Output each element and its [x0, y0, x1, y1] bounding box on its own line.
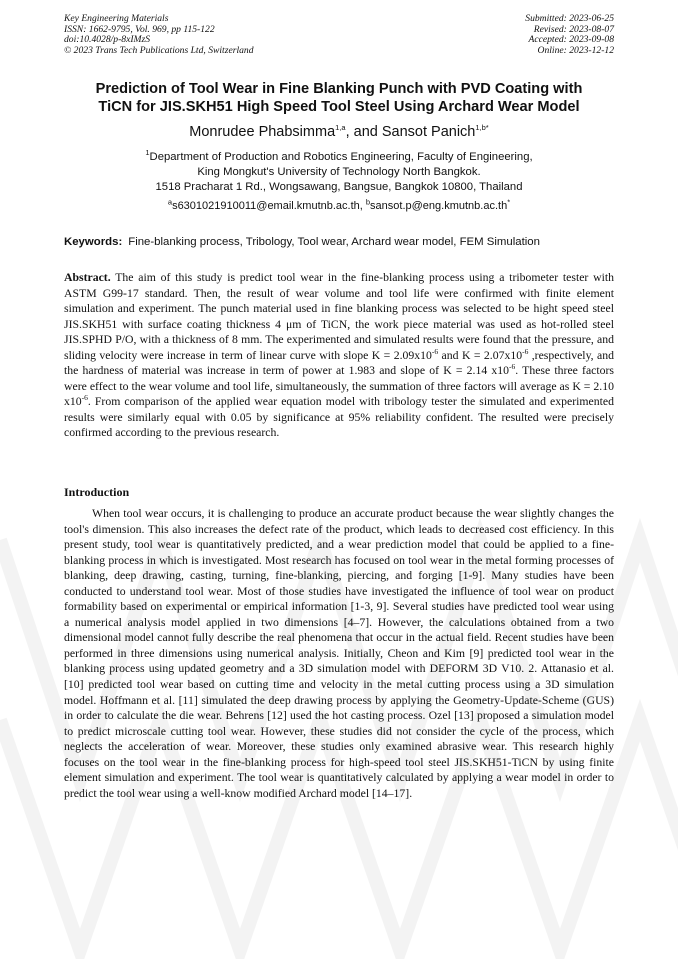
journal-name: Key Engineering Materials	[64, 13, 169, 24]
journal-doi: doi:10.4028/p-8xIMzS	[64, 34, 151, 46]
keywords	[64, 236, 624, 248]
date-submitted: Submitted: 2023-06-25	[525, 13, 614, 24]
title-line-1: Prediction of Tool Wear in Fine Blanking Punch with PVD Coating with	[95, 81, 583, 97]
keywords-text: Fine-blanking process, Tribology, Tool wear, Archard wear model, FEM Simulation	[128, 236, 540, 248]
affiliation-line-1: $^1$Department of Production and Robotics Engineering, Faculty of Engineering,	[145, 148, 533, 163]
abstract: Abstract. The aim of this study is predict tool wear in the fine-blanking process using a tribometer tester with ASTM G99-17 standard. Then, the result of wear volume and tool life were confirmed with finite element simulation and experiment. The punch material used in fine blanking process was selected to be hight speed steel JIS.SKH51 with surface coating thickness 4 μm of TiCN, the work piece material was used as hot-rolled steel JIS.SPHD P/O, with a thickness of 8 mm. The experimented and simulated results were found that the pressure, and sliding velocity were increase in term of linear curve with slope $K = 2.09x10^{-6}$ and $K = 2.07x10^{-6}$ ,respectively, and the hardness of material was increase in term of power at 1.983 and slope of K = 2.14 $x10^{-6}$. These three factors were effect to the wear volume and tool life, simultaneously, the summation of three factors will average as K = 2.10 $x10^{-6}$. From comparison of the applied wear equation model with tribology tester the simulated and experimented results were similarly equal with 0.05 by significance at 95% reliability confident. The resulted were precisely confirmed according to the previous research.	[64, 271, 615, 440]
section-heading-introduction: Introduction	[64, 485, 130, 499]
email-b[interactable]: sansot.p@eng.kmutnb.ac.th	[370, 200, 508, 212]
paper-title	[40, 80, 638, 116]
abstract-label: Abstract.	[64, 271, 111, 284]
author-list	[40, 124, 638, 140]
email-a[interactable]: s6301021910011@email.kmutnb.ac.th,	[172, 200, 366, 212]
author-2: Sansot Panich	[381, 124, 476, 140]
author-1-affil: 1,a	[335, 123, 346, 133]
date-accepted: Accepted: 2023-09-08	[528, 34, 614, 46]
author-2-affil: 1,b*	[475, 123, 489, 133]
author-1: Monrudee Phabsimma	[189, 124, 336, 140]
author-emails: $^a$s6301021910011@email.kmutnb.ac.th, $^b$sansot.p@eng.kmutnb.ac.th*	[167, 197, 511, 212]
keywords-label: Keywords:	[64, 236, 123, 248]
publication-dates	[525, 14, 614, 56]
affiliation-sup: 1	[145, 148, 150, 158]
date-revised: Revised: 2023-08-07	[533, 23, 614, 35]
author-separator: , and	[345, 124, 382, 140]
affiliation	[40, 150, 638, 195]
journal-info	[64, 14, 254, 56]
journal-copyright: © 2023 Trans Tech Publications Ltd, Switzerland	[64, 44, 254, 56]
journal-issn: ISSN: 1662-9795, Vol. 969, pp 115-122	[64, 23, 215, 35]
title-line-2: TiCN for JIS.SKH51 High Speed Tool Steel Using Archard Wear Model	[98, 99, 580, 115]
affiliation-line-3: 1518 Pracharat 1 Rd., Wongsawang, Bangsue, Bangkok 10800, Thailand	[155, 181, 523, 193]
introduction-body: When tool wear occurs, it is challenging to produce an accurate product because the wear slightly changes the tool's dimension. This also increases the defect rate of the product, which leads to decreased cost efficiency. In this present study, tool wear is quantitatively predicted, and a wear prediction model that could be applied to a fine-blanking process in which is investigated. Most research has focused on tool wear in the metal forming processes of blanking, deep drawing, casting, turning, fine-blanking, piercing, and forging [1-9]. Many studies have been conducted to understand tool wear. Most of those studies have investigated the influence of tool wear on product formability based on experimental or empirical information [1-3, 9]. Several studies have predicted tool wear using a numerical analysis model applied in two dimensions [4–7]. However, the calculations obtained from a two dimensional model cannot fully describe the real phenomena that occur in the actual field. Recent studies have been performed in three dimensions using numerical analysis. Initially, Cheon and Kim [9] predicted tool wear in the blanking process using updated geometry and a 3D simulation model with DEFORM 3D V10. 2. Attanasio et al. [10] predicted tool wear based on cutting time and velocity in the metal cutting process using a 3D simulation model. Hoffmann et al. [11] simulated the deep drawing process by applying the Geometry-Update-Scheme (GUS) in order to calculate the die wear. Behrens [12] used the hot casting process. Ozel [13] proposed a simulation model to predict microscale cutting tool wear. However, these studies did not consider the cycle of the process, which neglects the acceleration of wear. Moreover, these studies only examined abrasive wear. This research highly focuses on the tool wear in the fine-blanking process for high-speed tool steel JIS.SKH51-TiCN by using finite element simulation and experiment. The tool wear is quantitatively calculated by applying a wear model in order to predict the tool wear using a well-know modified Archard model [14–17].	[64, 507, 614, 800]
affiliation-line-2: King Mongkut's University of Technology North Bangkok.	[197, 166, 481, 178]
date-online: Online: 2023-12-12	[537, 44, 614, 56]
